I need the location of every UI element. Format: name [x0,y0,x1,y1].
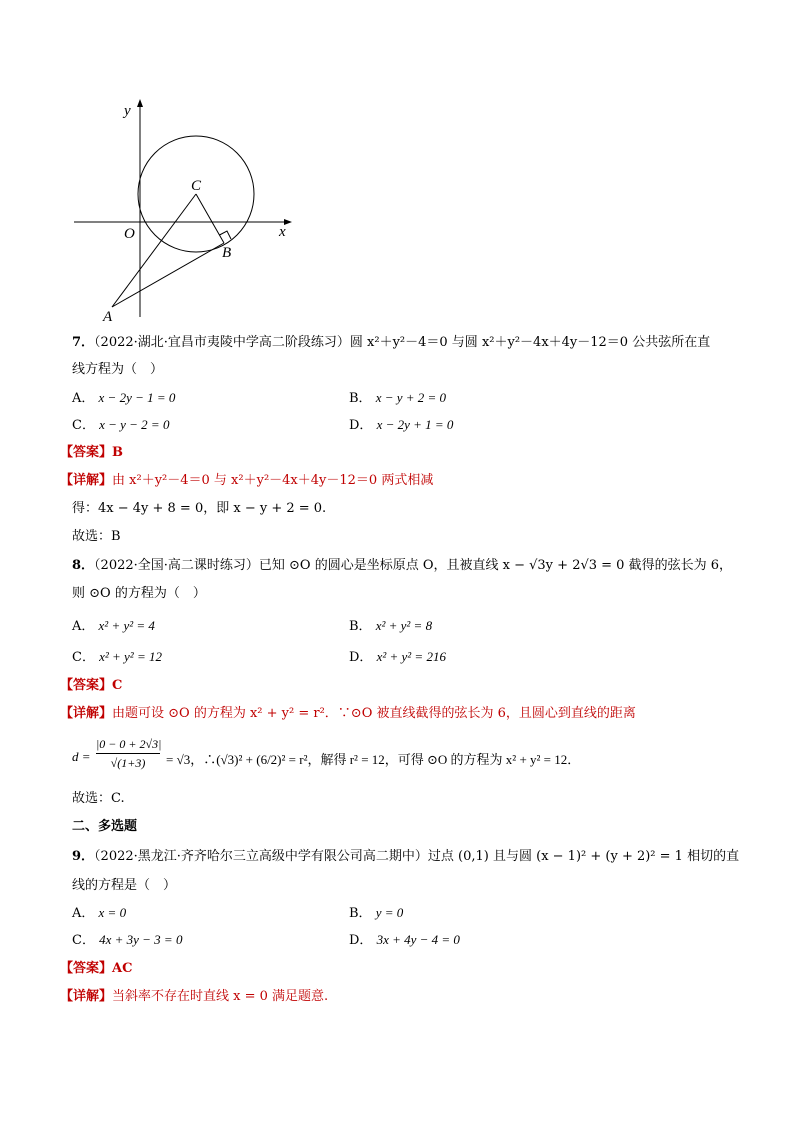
label-x: x [279,224,286,240]
segment-cb [196,194,224,243]
q9-source: （2022·黑龙江·齐齐哈尔三立高级中学有限公司高二期中） [94,849,428,864]
geometry-figure [60,95,300,325]
q7-option-a: A． x − 2y − 1 = 0 [72,390,176,406]
q7-option-d: D． x − 2y + 1 = 0 [349,417,454,433]
q8-fraction-denominator: √(1+3) [110,756,146,770]
q8-number: 8． [72,558,95,573]
q7-detail-2: 得：4x − 4y + 8 = 0，即 x − y + 2 = 0. [72,501,327,516]
q9-detail-1: 【详解】当斜率不存在时直线 x = 0 满足题意. [60,989,329,1004]
q9-stem-2: 线的方程是（ ） [72,878,177,893]
q8-fraction-bar [96,753,160,754]
q7-option-b: B． x − y + 2 = 0 [349,390,447,406]
q7-stem-2: 线方程为（ ） [72,362,164,377]
q7-number: 7． [72,335,95,350]
q8-detail-1: 【详解】由题可设 ⊙O 的方程为 x² + y² = r²．∵⊙O 被直线截得的弦长为 6，且圆心到直线的距离 [60,706,636,721]
q8-option-d: D． x² + y² = 216 [349,649,446,665]
q8-option-b: B． x² + y² = 8 [349,618,433,634]
label-b: B [222,245,232,261]
section-title: 二、多选题 [72,819,138,834]
q9-option-a: A． x = 0 [72,905,127,921]
q7-choose: 故选：B [72,529,121,544]
q8-option-c: C． x² + y² = 12 [72,649,162,665]
q8-fraction [96,736,160,771]
q8-fraction-numerator: |0 − 0 + 2√3| [96,737,162,751]
q8-source: （2022·全国·高二课时练习） [94,558,259,573]
y-axis-arrow [137,99,143,107]
q7-source: （2022·湖北·宜昌市夷陵中学高二阶段练习） [94,335,350,350]
q8-stem-2: 则 ⊙O 的方程为（ ） [72,586,206,601]
label-o: O [124,226,135,242]
q9-option-c: C． 4x + 3y − 3 = 0 [72,932,183,948]
segment-ab [112,243,224,307]
q9-option-b: B． y = 0 [349,905,404,921]
q9-stem-1: 过点 (0,1) 且与圆 (x − 1)² + (y + 2)² = 1 相切的直 [427,849,740,864]
q8-stem-1: 已知 ⊙O 的圆心是坐标原点 O，且被直线 x − √3y + 2√3 = 0 截得的弦长为 6， [258,558,732,573]
label-c: C [191,178,202,194]
q7-detail-1: 【详解】由 x²＋y²－4＝0 与 x²＋y²－4x＋4y－12＝0 两式相减 [60,473,434,488]
q8-detail-2: = √3，∴(√3)² + (6/2)² = r²，解得 r² = 12，可得 ⊙O 的方程为 x² + y² = 12． [166,752,581,767]
q9-number: 9． [72,849,95,864]
label-y: y [124,103,131,119]
q7-option-c: C． x − y − 2 = 0 [72,417,170,433]
q8-answer: 【答案】C [60,678,123,693]
q7-stem-1: 圆 x²＋y²－4＝0 与圆 x²＋y²－4x＋4y－12＝0 公共弦所在直 [349,335,711,350]
q8-option-a: A． x² + y² = 4 [72,618,155,634]
q9-answer: 【答案】AC [60,961,133,976]
label-a: A [103,309,113,325]
q8-choose: 故选：C. [72,791,125,806]
q7-answer: 【答案】B [60,445,124,460]
q9-option-d: D． 3x + 4y − 4 = 0 [349,932,460,948]
